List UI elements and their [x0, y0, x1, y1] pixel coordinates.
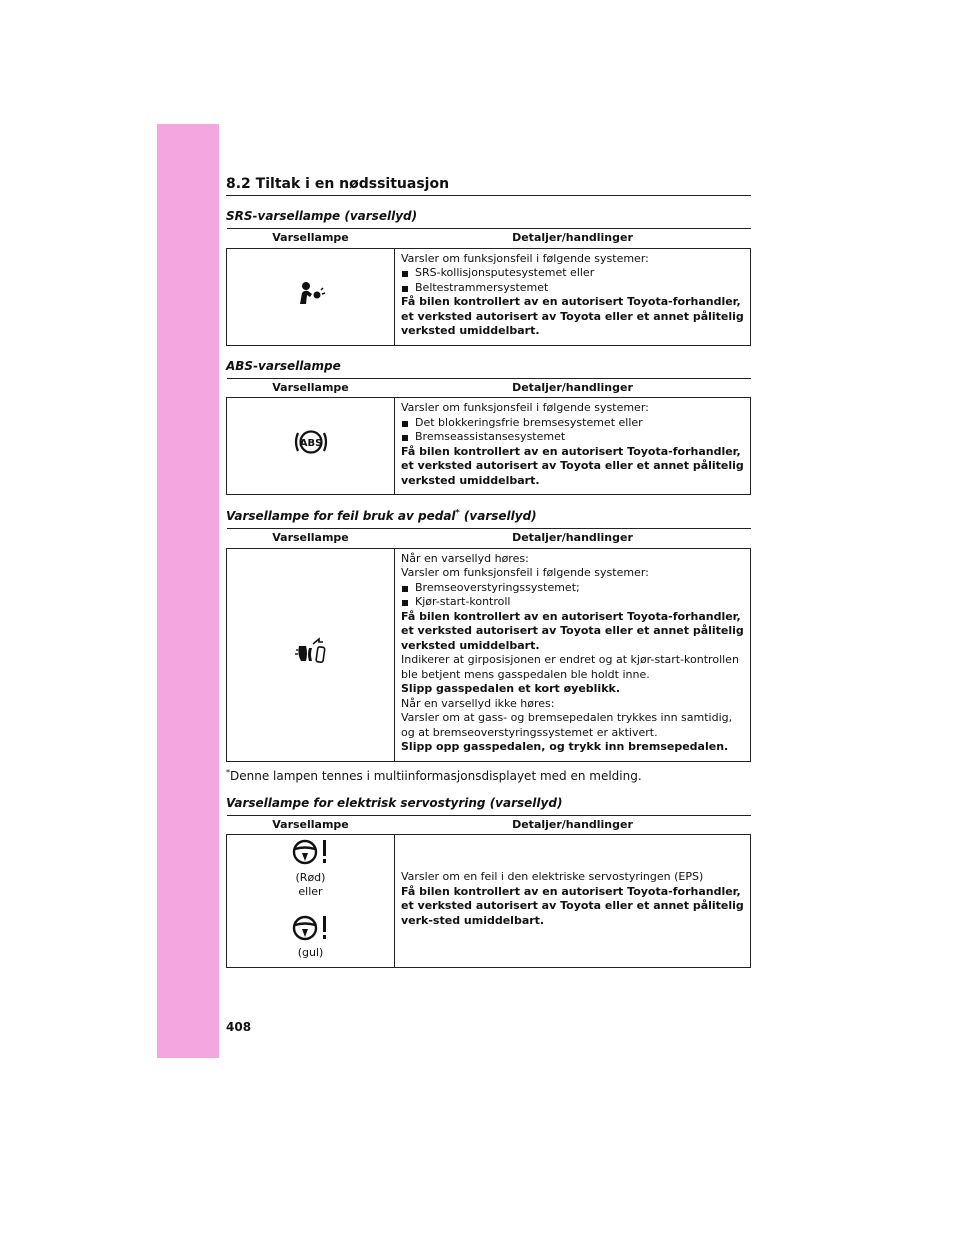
abs-icon-cell	[227, 398, 395, 495]
pedal-line: Indikerer at girposisjonen er endret og at kjør-start-kontrollen ble betjent mens gasspedalen ble holdt inne.	[401, 653, 739, 681]
pedal-line: Varsler om funksjonsfeil i følgende systemer:	[401, 566, 649, 579]
pedal-title	[226, 508, 751, 523]
pedal-line: Når en varsellyd ikke høres:	[401, 696, 555, 710]
section-header: 8.2 Tiltak i en nødssituasjon	[226, 176, 751, 196]
abs-action: Få bilen kontrollert av en autorisert Toyota-forhandler, et verksted autorisert av Toyota eller et annet pålitelig verksted umiddelbart.	[401, 444, 744, 487]
column-header-lamp: Varsellampe	[227, 815, 395, 835]
steering-wheel-warning-icon	[289, 838, 333, 866]
srs-bullet: SRS-kollisjonsputesystemet eller	[401, 266, 744, 281]
srs-table	[226, 228, 751, 346]
pedal-misuse-icon	[293, 636, 329, 666]
srs-intro: Varsler om funksjonsfeil i følgende systemer:	[401, 251, 649, 265]
footnote-mark: *	[226, 767, 230, 777]
abs-title: ABS-varsellampe	[226, 358, 341, 373]
side-tab-bar	[157, 124, 219, 1058]
footnote	[226, 768, 751, 783]
pedal-line: Varsler om at gass- og bremsepedalen trykkes inn samtidig, og at bremseoverstyringssystemet er aktivert.	[401, 711, 733, 739]
eps-label-or: eller	[298, 885, 323, 898]
pedal-title-tail: (varsellyd)	[459, 509, 537, 523]
pedal-table	[226, 528, 751, 762]
abs-bullet: Bremseassistansesystemet	[401, 430, 744, 445]
eps-line: Varsler om en feil i den elektriske servostyringen (EPS)	[401, 870, 704, 884]
airbag-person-icon	[296, 280, 326, 306]
pedal-icon-cell	[227, 548, 395, 761]
column-header-details: Detaljer/handlinger	[395, 378, 751, 398]
srs-title: SRS-varsellampe (varsellyd)	[226, 209, 418, 223]
abs-intro: Varsler om funksjonsfeil i følgende systemer:	[401, 401, 649, 414]
abs-details	[395, 398, 751, 495]
eps-title: Varsellampe for elektrisk servostyring (varsellyd)	[226, 795, 563, 810]
srs-action: Få bilen kontrollert av en autorisert Toyota-forhandler, et verksted autorisert av Toyota eller et annet pålitelig verksted umiddelbart.	[401, 295, 744, 337]
srs-details	[395, 248, 751, 345]
pedal-line: Når en varsellyd høres:	[401, 551, 529, 565]
abs-bullet: Det blokkeringsfrie bremsesystemet eller	[401, 416, 744, 431]
pedal-details	[395, 548, 751, 761]
abs-icon-text: ABS	[299, 438, 322, 450]
column-header-details: Detaljer/handlinger	[395, 815, 751, 835]
pedal-bullet: Bremseoverstyringssystemet;	[401, 581, 744, 596]
pedal-title-main: Varsellampe for feil bruk av pedal	[226, 509, 456, 523]
pedal-title-mark: *	[455, 508, 460, 517]
pedal-action: Slipp opp gasspedalen, og trykk inn bremsepedalen.	[401, 740, 729, 753]
eps-icon-cell	[227, 835, 395, 968]
pedal-action: Få bilen kontrollert av en autorisert Toyota-forhandler, et verksted autorisert av Toyota eller et annet pålitelig verksted umiddelbart.	[401, 609, 744, 652]
column-header-lamp: Varsellampe	[227, 229, 395, 249]
column-header-details: Detaljer/handlinger	[395, 529, 751, 549]
pedal-bullet: Kjør-start-kontroll	[401, 595, 744, 610]
column-header-details: Detaljer/handlinger	[395, 229, 751, 249]
srs-bullet: Beltestrammersystemet	[401, 281, 744, 296]
column-header-lamp: Varsellampe	[227, 529, 395, 549]
srs-icon-cell	[227, 248, 395, 345]
eps-action: Få bilen kontrollert av en autorisert Toyota-forhandler, et verksted autorisert av Toyota eller et annet pålitelig verk-sted umiddelbart.	[401, 884, 744, 927]
eps-label-red: (Rød)	[295, 870, 326, 884]
pedal-action: Slipp gasspedalen et kort øyeblikk.	[401, 682, 621, 695]
eps-label-yellow: (gul)	[297, 946, 324, 959]
steering-wheel-warning-icon	[289, 914, 333, 942]
page-number: 408	[226, 1020, 252, 1034]
page-content	[226, 176, 751, 968]
column-header-lamp: Varsellampe	[227, 378, 395, 398]
abs-icon	[291, 427, 331, 457]
abs-table	[226, 378, 751, 496]
footnote-text: Denne lampen tennes i multiinformasjonsdisplayet med en melding.	[230, 768, 642, 783]
eps-details	[395, 835, 751, 968]
eps-table	[226, 815, 751, 968]
